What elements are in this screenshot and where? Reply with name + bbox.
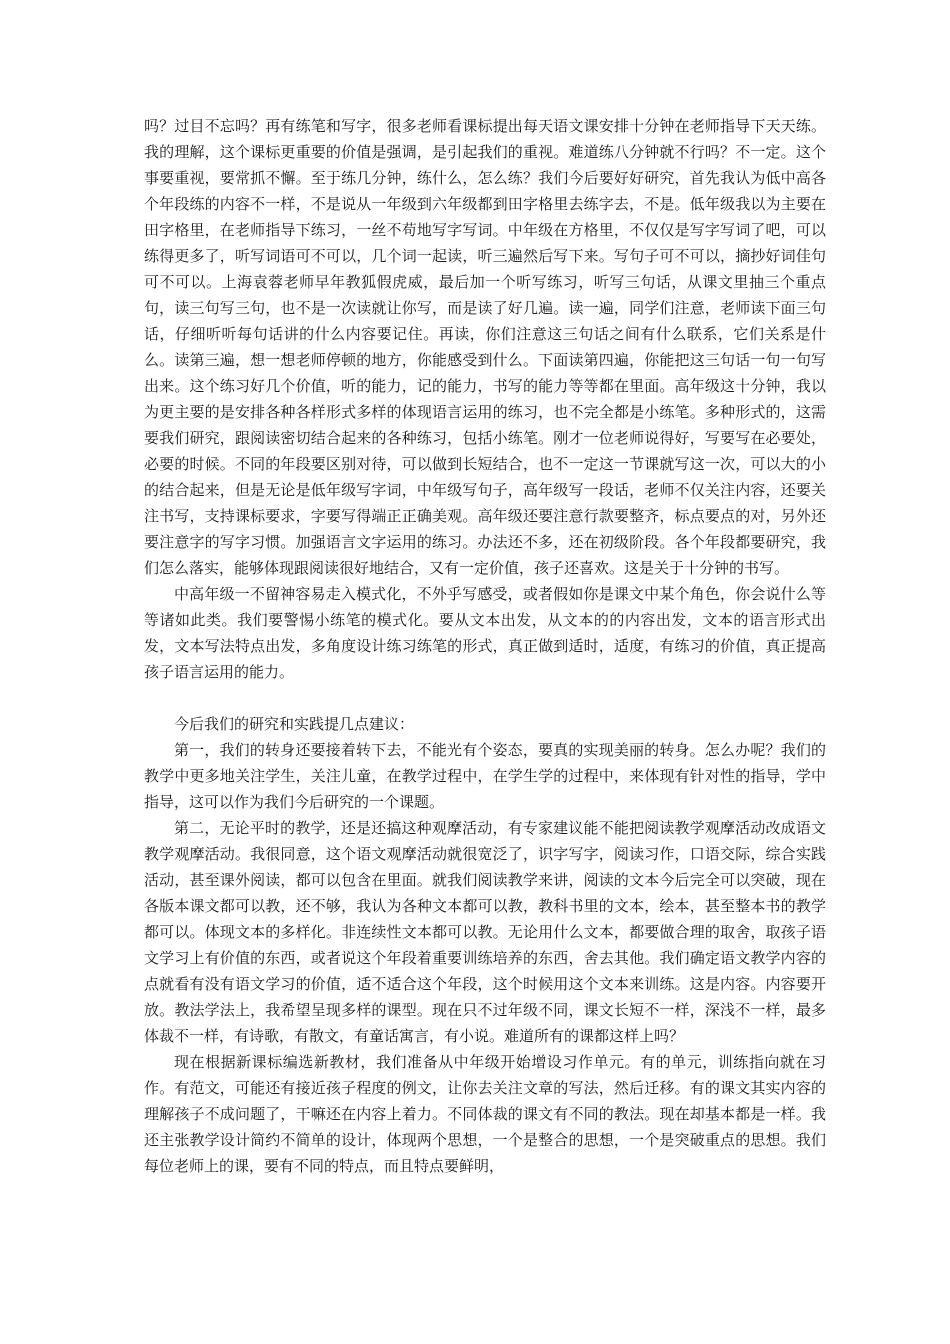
paragraph-spacer xyxy=(144,685,826,711)
paragraph-new-textbook: 现在根据新课标编选新教材，我们准备从中年级开始增设习作单元。有的单元，训练指向就在习作。有范文，可能还有接近孩子程度的例文，让你去关注文章的写法，然后迁移。有的课文其实内容的理解孩子不成问题了，干嘛还在内容上着力。不同体裁的课文有不同的教法。现在却基本都是一样。我还主张教学设计简约不简单的设计，体现两个思想，一个是整合的思想，一个是突破重点的思想。我们每位老师上的课，要有不同的特点，而且特点要鲜明， xyxy=(144,1053,826,1175)
paragraph-suggestion-two: 第二，无论平时的教学，还是还搞这种观摩活动，有专家建议能不能把阅读教学观摩活动改成语文教学观摩活动。我很同意，这个语文观摩活动就很宽泛了，识字写字，阅读习作，口语交际，综合实践活动，甚至课外阅读，都可以包含在里面。就我们阅读教学来讲，阅读的文本今后完全可以突破，现在各版本课文都可以教，还不够，我认为各种文本都可以教，教科书里的文本，绘本，甚至整本书的教学都可以。体现文本的多样化。非连续性文本都可以教。无论用什么文本，都要做合理的取舍，取孩子语文学习上有价值的东西，或者说这个年段着重要训练培养的东西，舍去其他。我们确定语文教学内容的点就看有没有语文学习的价值，适不适合这个年段，这个时候用这个文本来训练。这是内容。内容要开放。教法学法上，我希望呈现多样的课型。现在只不过年级不同，课文长短不一样，深浅不一样，最多体裁不一样，有诗歌，有散文，有童话寓言，有小说。难道所有的课都这样上吗？ xyxy=(144,819,826,1045)
paragraph-writing-practice: 吗？过目不忘吗？再有练笔和写字，很多老师看课标提出每天语文课安排十分钟在老师指导下天天练。我的理解，这个课标更重要的价值是强调，是引起我们的重视。难道练八分钟就不行吗？不一定。这个事要重视，要常抓不懈。至于练几分钟，练什么，怎么练？我们今后要好好研究，首先我认为低中高各个年段练的内容不一样，不是说从一年级到六年级都到田字格里去练字去，不是。低年级我以为主要在田字格里，在老师指导下练习，一丝不苟地写字写词。中年级在方格里，不仅仅是写字写词了吧，可以练得更多了，听写词语可不可以，几个词一起读，听三遍然后写下来。写句子可不可以，摘抄好词佳句可不可以。上海袁蓉老师早年教狐假虎威，最后加一个听写练习，听写三句话，从课文里抽三个重点句，读三句写三句，也不是一次读就让你写，而是读了好几遍。读一遍，同学们注意，老师读下面三句话，仔细听听每句话讲的什么内容要记住。再读，你们注意这三句话之间有什么联系，它们关系是什么。读第三遍，想一想老师停顿的地方，你能感受到什么。下面读第四遍，你能把这三句话一句一句写出来。这个练习好几个价值，听的能力，记的能力，书写的能力等等都在里面。高年级这十分钟，我以为更主要的是安排各种各样形式多样的体现语言运用的练习，也不完全都是小练笔。多种形式的，这需要我们研究，跟阅读密切结合起来的各种练习，包括小练笔。刚才一位老师说得好，写要写在必要处，必要的时候。不同的年段要区别对待，可以做到长短结合，也不一定这一节课就写这一次，可以大的小的结合起来，但是无论是低年级写字词，中年级写句子，高年级写一段话，老师不仅关注内容，还要关注书写，支持课标要求，字要写得端正正确美观。高年级还要注意行款要整齐，标点要点的对，另外还要注意字的写字习惯。加强语言文字运用的练习。办法还不多，还在初级阶段。各个年段都要研究，我们怎么落实，能够体现跟阅读很好地结合，又有一定价值，孩子还喜欢。这是关于十分钟的书写。 xyxy=(144,117,826,577)
paragraph-suggestion-one: 第一，我们的转身还要接着转下去，不能光有个姿态，要真的实现美丽的转身。怎么办呢？我们的教学中更多地关注学生，关注儿童，在教学过程中，在学生学的过程中，来体现有针对性的指导，学中指导，这可以作为我们今后研究的一个课题。 xyxy=(144,741,826,811)
paragraph-model-warning: 中高年级一不留神容易走入模式化，不外乎写感受，或者假如你是课文中某个角色，你会说什么等等诸如此类。我们要警惕小练笔的模式化。要从文本出发，从文本的的内容出发，文本的语言形式出发，文本写法特点出发，多角度设计练习练笔的形式，真正做到适时，适度，有练习的价值，真正提高孩子语言运用的能力。 xyxy=(144,585,826,681)
document-page xyxy=(144,113,826,1179)
paragraph-suggestions-intro: 今后我们的研究和实践提几点建议： xyxy=(174,715,415,733)
